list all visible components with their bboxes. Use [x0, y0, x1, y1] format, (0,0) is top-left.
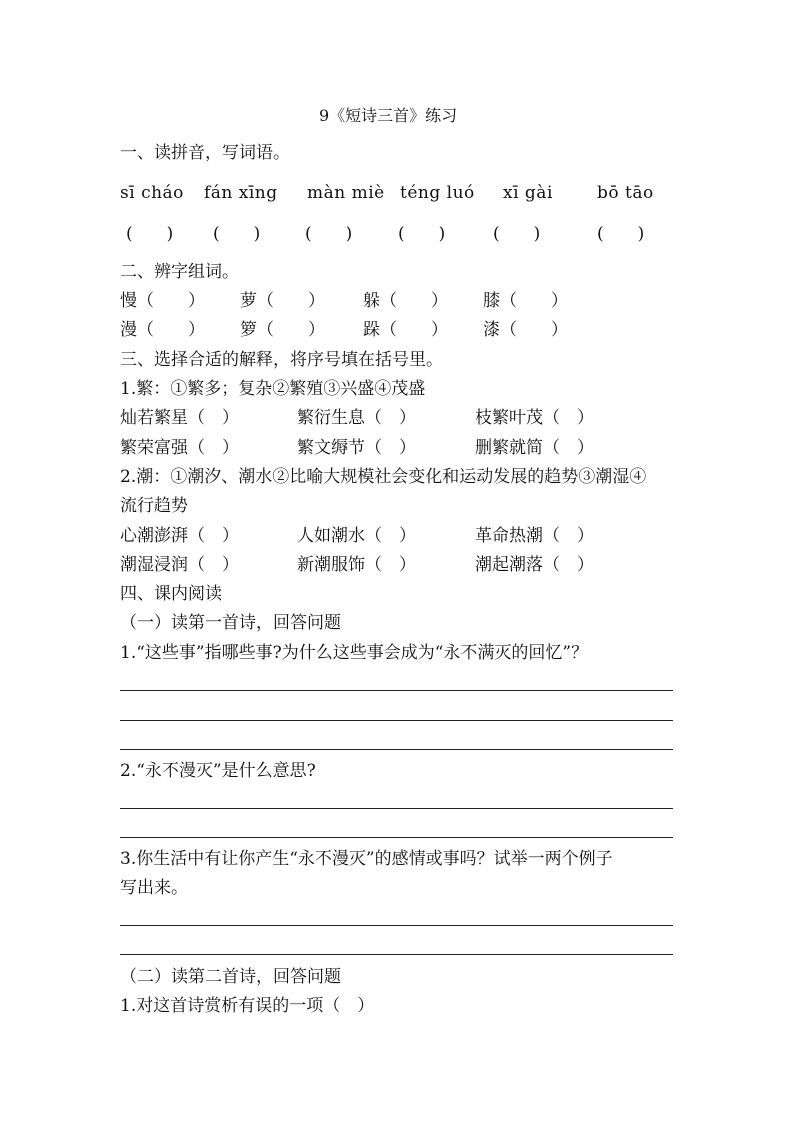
- choice-item[interactable]: 新潮服饰（ ）: [297, 555, 416, 575]
- choice-item[interactable]: 枝繁叶茂（ ）: [475, 408, 594, 428]
- section1-heading: 一、读拼音，写词语。: [120, 143, 290, 163]
- choice-item[interactable]: 潮湿浸润（ ）: [120, 555, 239, 575]
- answer-line[interactable]: [120, 808, 673, 809]
- answer-line[interactable]: [120, 925, 673, 926]
- part1-q2: 2.“永不漫灭”是什么意思?: [120, 761, 316, 781]
- part1-heading: （一）读第一首诗，回答问题: [120, 613, 341, 633]
- char-group-item[interactable]: 漆（ ）: [483, 320, 568, 340]
- choice-item[interactable]: 繁荣富强（ ）: [120, 438, 239, 458]
- section2-heading: 二、辨字组词。: [120, 262, 239, 282]
- section4-heading: 四、课内阅读: [120, 584, 222, 604]
- char-group-item[interactable]: 膝（ ）: [483, 291, 568, 311]
- pinyin-4: téng luó: [400, 183, 475, 203]
- answer-paren-1[interactable]: ( ): [126, 224, 174, 244]
- part1-q1: 1.“这些事”指哪些事?为什么这些事会成为“永不满灭的回忆”？: [120, 643, 589, 663]
- choice-item[interactable]: 灿若繁星（ ）: [120, 408, 239, 428]
- choice-item[interactable]: 革命热潮（ ）: [475, 526, 594, 546]
- choice-item[interactable]: 人如潮水（ ）: [297, 526, 416, 546]
- choice-item[interactable]: 心潮澎湃（ ）: [120, 526, 239, 546]
- q2-prompt-line1: 2.潮：①潮汐、潮水②比喻大规模社会变化和运动发展的趋势③潮湿④: [120, 467, 647, 487]
- char-group-item[interactable]: 慢（ ）: [120, 291, 205, 311]
- answer-paren-6[interactable]: ( ): [597, 224, 645, 244]
- part1-q3-line2: 写出来。: [120, 878, 188, 898]
- answer-paren-3[interactable]: ( ): [305, 224, 353, 244]
- answer-line[interactable]: [120, 954, 673, 955]
- pinyin-1: sī cháo: [120, 183, 184, 203]
- pinyin-6: bō tāo: [597, 183, 654, 203]
- answer-paren-5[interactable]: ( ): [493, 224, 541, 244]
- answer-paren-2[interactable]: ( ): [213, 224, 261, 244]
- section3-heading: 三、选择合适的解释，将序号填在括号里。: [120, 350, 443, 370]
- q2-prompt-line2: 流行趋势: [120, 496, 188, 516]
- choice-item[interactable]: 潮起潮落（ ）: [475, 555, 594, 575]
- char-group-item[interactable]: 萝（ ）: [240, 291, 325, 311]
- page-title: 9《短诗三首》练习: [319, 106, 458, 125]
- pinyin-3: màn miè: [307, 183, 385, 203]
- choice-item[interactable]: 繁衍生息（ ）: [297, 408, 416, 428]
- char-group-item[interactable]: 跺（ ）: [363, 320, 448, 340]
- char-group-item[interactable]: 箩（ ）: [240, 320, 325, 340]
- pinyin-5: xī gài: [503, 183, 553, 203]
- char-group-item[interactable]: 躲（ ）: [363, 291, 448, 311]
- char-group-item[interactable]: 漫（ ）: [120, 320, 205, 340]
- answer-line[interactable]: [120, 837, 673, 838]
- answer-paren-4[interactable]: ( ): [398, 224, 446, 244]
- part2-heading: （二）读第二首诗，回答问题: [120, 967, 341, 987]
- pinyin-2: fán xīng: [204, 183, 278, 203]
- answer-line[interactable]: [120, 720, 673, 721]
- part2-q1: 1.对这首诗赏析有误的一项（ ）: [120, 996, 375, 1016]
- part1-q3-line1: 3.你生活中有让你产生“永不漫灭”的感情或事吗？试举一两个例子: [120, 849, 613, 869]
- choice-item[interactable]: 繁文缛节（ ）: [297, 438, 416, 458]
- answer-line[interactable]: [120, 690, 673, 691]
- choice-item[interactable]: 删繁就简（ ）: [475, 438, 594, 458]
- q1-prompt: 1.繁：①繁多；复杂②繁殖③兴盛④茂盛: [120, 379, 426, 399]
- answer-line[interactable]: [120, 749, 673, 750]
